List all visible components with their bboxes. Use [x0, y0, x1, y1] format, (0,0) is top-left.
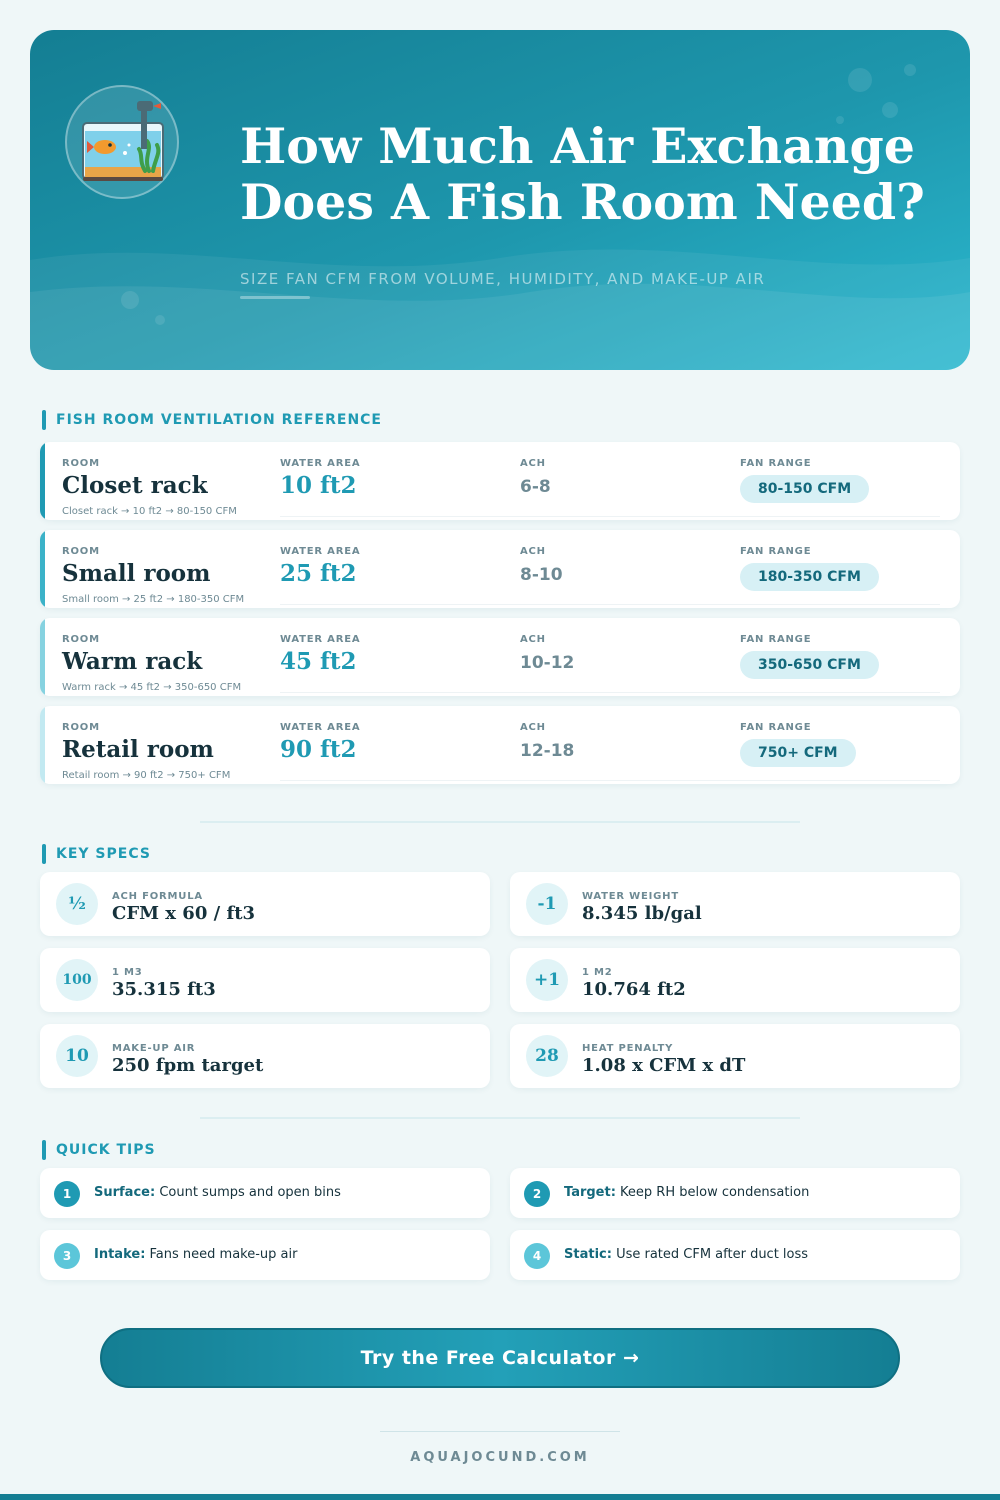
section-divider	[200, 821, 800, 823]
page-subtitle: SIZE FAN CFM FROM VOLUME, HUMIDITY, AND MAKE-UP AIR	[240, 270, 766, 288]
row-summary-note: Closet rack → 10 ft2 → 80-150 CFM	[62, 506, 237, 517]
spec-card	[510, 872, 960, 936]
spec-label: MAKE-UP AIR	[112, 1043, 196, 1054]
ach-value: 8-10	[520, 565, 563, 585]
tip-body: Count sumps and open bins	[155, 1185, 341, 1200]
row-accent-bar	[40, 706, 45, 784]
spec-card	[40, 872, 490, 936]
water-area-value: 45 ft2	[280, 648, 357, 675]
spec-value: 35.315 ft3	[112, 979, 216, 1000]
fan-range-cell	[740, 722, 856, 767]
tip-text	[94, 1247, 297, 1262]
water-area-cell	[280, 546, 360, 587]
row-divider	[280, 780, 940, 781]
water-area-cell	[280, 634, 360, 675]
fan-range-badge: 750+ CFM	[740, 739, 856, 767]
tip-body: Fans need make-up air	[145, 1247, 298, 1262]
water-area-label: WATER AREA	[280, 546, 361, 557]
water-area-value: 90 ft2	[280, 736, 357, 763]
section-divider	[200, 1117, 800, 1119]
fan-range-cell	[740, 546, 879, 591]
row-divider	[280, 692, 940, 693]
room-label: ROOM	[62, 634, 100, 645]
subtitle-underline	[240, 296, 310, 299]
spec-badge: 10	[56, 1035, 98, 1077]
spec-label: 1 M3	[112, 967, 143, 978]
tip-text	[564, 1185, 809, 1200]
fan-range-badge: 350-650 CFM	[740, 651, 879, 679]
fan-range-label: FAN RANGE	[740, 458, 812, 469]
spec-badge: 28	[526, 1035, 568, 1077]
room-name: Small room	[62, 560, 211, 587]
spec-value: 1.08 x CFM x dT	[582, 1055, 746, 1076]
spec-label: WATER WEIGHT	[582, 891, 679, 902]
tip-body: Use rated CFM after duct loss	[611, 1247, 809, 1262]
room-name: Closet rack	[62, 472, 208, 499]
row-accent-bar	[40, 618, 45, 696]
spec-badge: +1	[526, 959, 568, 1001]
table-row	[40, 530, 960, 608]
room-name: Retail room	[62, 736, 214, 763]
spec-badge: ½	[56, 883, 98, 925]
row-accent-bar	[40, 530, 45, 608]
ach-cell	[520, 634, 574, 673]
water-area-label: WATER AREA	[280, 634, 361, 645]
aquarium-icon	[65, 85, 179, 199]
bottom-accent-bar	[0, 1494, 1000, 1500]
spec-card	[510, 1024, 960, 1088]
tip-key: Target:	[564, 1185, 616, 1200]
room-label: ROOM	[62, 546, 100, 557]
tip-number: 1	[54, 1181, 80, 1207]
water-area-label: WATER AREA	[280, 458, 361, 469]
tip-body: Keep RH below condensation	[615, 1185, 810, 1200]
page-title-line-2: Does A Fish Room Need?	[240, 173, 925, 231]
fan-range-cell	[740, 458, 869, 503]
ach-cell	[520, 546, 563, 585]
row-divider	[280, 516, 940, 517]
fan-range-badge: 80-150 CFM	[740, 475, 869, 503]
fan-range-cell	[740, 634, 879, 679]
row-divider	[280, 604, 940, 605]
fan-range-badge: 180-350 CFM	[740, 563, 879, 591]
ach-label: ACH	[520, 634, 546, 645]
table-row	[40, 442, 960, 520]
spec-value: 8.345 lb/gal	[582, 903, 702, 924]
room-label: ROOM	[62, 458, 100, 469]
tip-card	[40, 1230, 490, 1280]
row-summary-note: Small room → 25 ft2 → 180-350 CFM	[62, 594, 245, 605]
tip-card	[510, 1230, 960, 1280]
tip-key: Surface:	[94, 1185, 156, 1200]
tip-key: Intake:	[94, 1247, 146, 1262]
spec-value: 250 fpm target	[112, 1055, 264, 1076]
water-area-value: 10 ft2	[280, 472, 357, 499]
ach-value: 6-8	[520, 477, 551, 497]
water-area-label: WATER AREA	[280, 722, 361, 733]
room-cell	[62, 634, 202, 675]
reference-section-title: FISH ROOM VENTILATION REFERENCE	[42, 410, 382, 430]
hero-banner	[30, 30, 970, 370]
spec-badge: -1	[526, 883, 568, 925]
footer-site-link[interactable]: AQUAJOCUND.COM	[410, 1450, 590, 1465]
ach-label: ACH	[520, 722, 546, 733]
room-cell	[62, 722, 214, 763]
fan-range-label: FAN RANGE	[740, 634, 812, 645]
ach-label: ACH	[520, 546, 546, 557]
water-area-cell	[280, 458, 360, 499]
specs-section-title: KEY SPECS	[42, 844, 151, 864]
spec-label: 1 M2	[582, 967, 613, 978]
water-area-value: 25 ft2	[280, 560, 357, 587]
row-summary-note: Warm rack → 45 ft2 → 350-650 CFM	[62, 682, 242, 693]
spec-value: 10.764 ft2	[582, 979, 686, 1000]
table-row	[40, 618, 960, 696]
row-accent-bar	[40, 442, 45, 520]
spec-label: ACH FORMULA	[112, 891, 203, 902]
room-label: ROOM	[62, 722, 100, 733]
tip-number: 2	[524, 1181, 550, 1207]
fan-range-label: FAN RANGE	[740, 546, 812, 557]
tip-text	[564, 1247, 808, 1262]
table-row	[40, 706, 960, 784]
room-name: Warm rack	[62, 648, 203, 675]
footer-divider	[380, 1431, 620, 1432]
ach-value: 10-12	[520, 653, 575, 673]
tip-number: 4	[524, 1243, 550, 1269]
page-title	[240, 118, 940, 230]
spec-card	[40, 1024, 490, 1088]
spec-card	[40, 948, 490, 1012]
free-calculator-button[interactable]: Try the Free Calculator →	[100, 1328, 900, 1388]
row-summary-note: Retail room → 90 ft2 → 750+ CFM	[62, 770, 231, 781]
tip-card	[40, 1168, 490, 1218]
room-cell	[62, 458, 208, 499]
spec-card	[510, 948, 960, 1012]
ach-value: 12-18	[520, 741, 575, 761]
room-cell	[62, 546, 210, 587]
spec-value: CFM x 60 / ft3	[112, 903, 256, 924]
tips-section-title: QUICK TIPS	[42, 1140, 156, 1160]
tip-card	[510, 1168, 960, 1218]
ach-label: ACH	[520, 458, 546, 469]
spec-label: HEAT PENALTY	[582, 1043, 674, 1054]
page-title-line-1: How Much Air Exchange	[240, 117, 915, 175]
ach-cell	[520, 458, 551, 497]
tip-number: 3	[54, 1243, 80, 1269]
tip-text	[94, 1185, 341, 1200]
tip-key: Static:	[564, 1247, 612, 1262]
fan-range-label: FAN RANGE	[740, 722, 812, 733]
water-area-cell	[280, 722, 360, 763]
spec-badge: 100	[56, 959, 98, 1001]
ach-cell	[520, 722, 574, 761]
